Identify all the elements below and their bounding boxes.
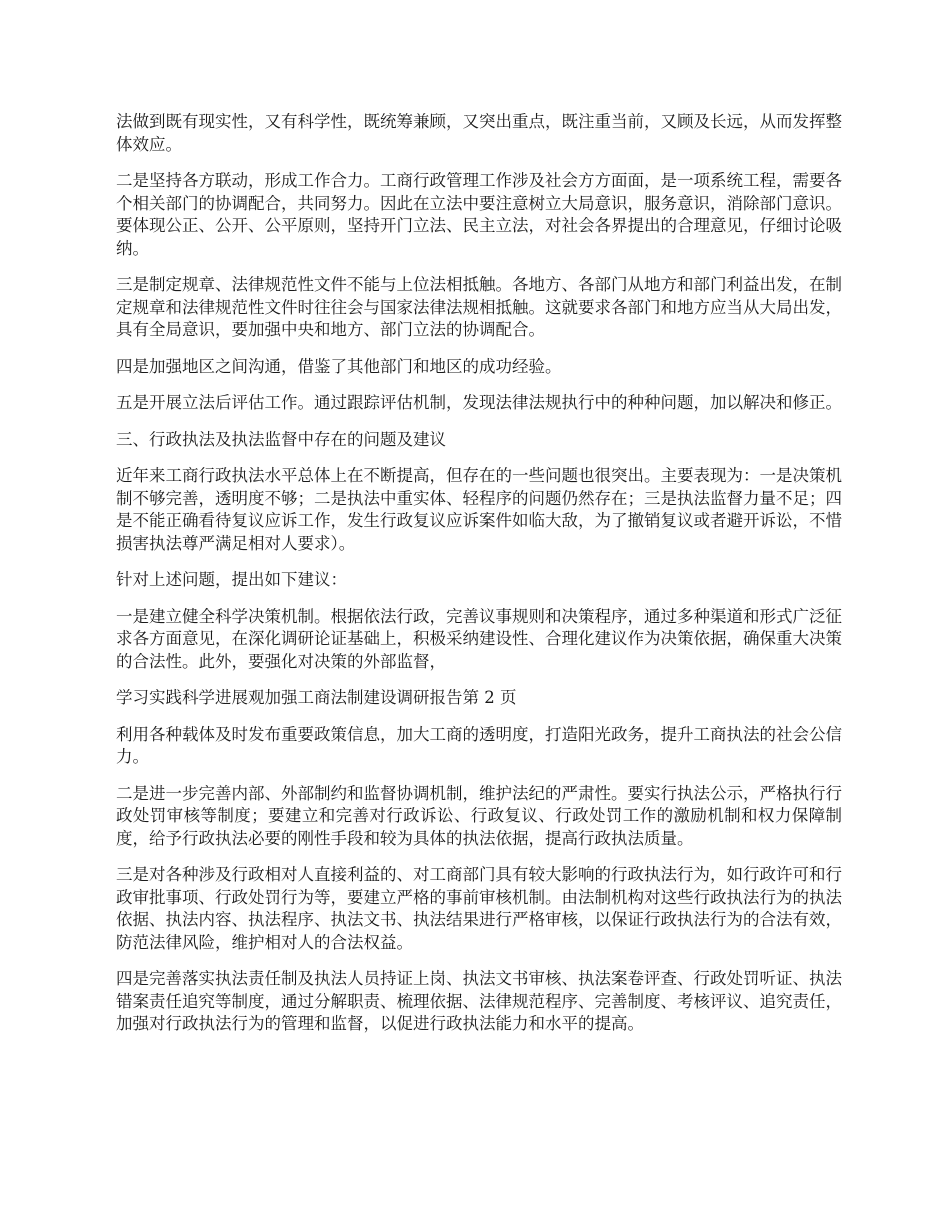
paragraph-problems: 近年来工商行政执法水平总体上在不断提高，但存在的一些问题也很突出。主要表现为：一是决策机制不够完善，透明度不够；二是执法中重实体、轻程序的问题仍然存在；三是执法监督力量不足；四是不能正确看待复议应诉工作，发生行政复议应诉案件如临大敌，为了撤销复议或者避开诉讼，不惜损害执法尊严满足相对人要求）。 <box>116 466 842 553</box>
paragraph-point-five: 五是开展立法后评估工作。通过跟踪评估机制，发现法律法规执行中的种种问题，加以解决和修正。 <box>116 393 842 412</box>
paragraph-suggestion-one: 一是建立健全科学决策机制。根据依法行政，完善议事规则和决策程序，通过多种渠道和形式广泛征求各方面意见，在深化调研论证基础上，积极采纳建设性、合理化建议作为决策依据，确保重大决策的合法性。此外，要强化对决策的外部监督， <box>116 606 842 671</box>
paragraph-suggestion-four: 四是完善落实执法责任制及执法人员持证上岗、执法文书审核、执法案卷评查、行政处罚听证、执法错案责任追究等制度，通过分解职责、梳理依据、法律规范程序、完善制度、考核评议、追究责任，加强对行政执法行为的管理和监督，以促进行政执法能力和水平的提高。 <box>116 969 842 1033</box>
paragraph-suggestion-two: 二是进一步完善内部、外部制约和监督协调机制，维护法纪的严肃性。要实行执法公示，严格执行行政处罚审核等制度；要建立和完善对行政诉讼、行政复议、行政处罚工作的激励机制和权力保障制度，给予行政执法必要的刚性手段和较为具体的执法依据，提高行政执法质量。 <box>116 783 842 848</box>
paragraph-suggestions-intro: 针对上述问题，提出如下建议： <box>116 570 347 589</box>
paragraph-continuation: 法做到既有现实性，又有科学性，既统筹兼顾，又突出重点，既注重当前，又顾及长远，从而发挥整体效应。 <box>116 112 842 154</box>
section-heading-three: 三、行政执法及执法监督中存在的问题及建议 <box>116 429 446 449</box>
paragraph-continuation-two: 利用各种载体及时发布重要政策信息，加大工商的透明度，打造阳光政务，提升工商执法的社会公信力。 <box>116 724 842 766</box>
paragraph-suggestion-three: 三是对各种涉及行政相对人直接利益的、对工商部门具有较大影响的行政执法行为，如行政许可和行政审批事项、行政处罚行为等，要建立严格的事前审核机制。由法制机构对这些行政执法行为的执法依据、执法内容、执法程序、执法文书、执法结果进行严格审核，以保证行政执法行为的合法有效，防范法律风险，维护相对人的合法权益。 <box>116 865 842 952</box>
paragraph-point-four: 四是加强地区之间沟通，借鉴了其他部门和地区的成功经验。 <box>116 356 562 376</box>
paragraph-point-three: 三是制定规章、法律规范性文件不能与上位法相抵触。各地方、各部门从地方和部门利益出发，在制定规章和法律规范性文件时往往会与国家法律法规相抵触。这就要求各部门和地方应当从大局出发，具有全局意识，要加强中央和地方、部门立法的协调配合。 <box>116 275 842 339</box>
document-page <box>116 111 842 1050</box>
page-marker: 学习实践科学进展观加强工商法制建设调研报告第 2 页 <box>116 688 517 707</box>
paragraph-point-two: 二是坚持各方联动，形成工作合力。工商行政管理工作涉及社会方方面面，是一项系统工程，需要各个相关部门的协调配合，共同努力。因此在立法中要注意树立大局意识，服务意识，消除部门意识。要体现公正、公开、公平原则，坚持开门立法、民主立法，对社会各界提出的合理意见，仔细讨论吸纳。 <box>116 171 842 258</box>
